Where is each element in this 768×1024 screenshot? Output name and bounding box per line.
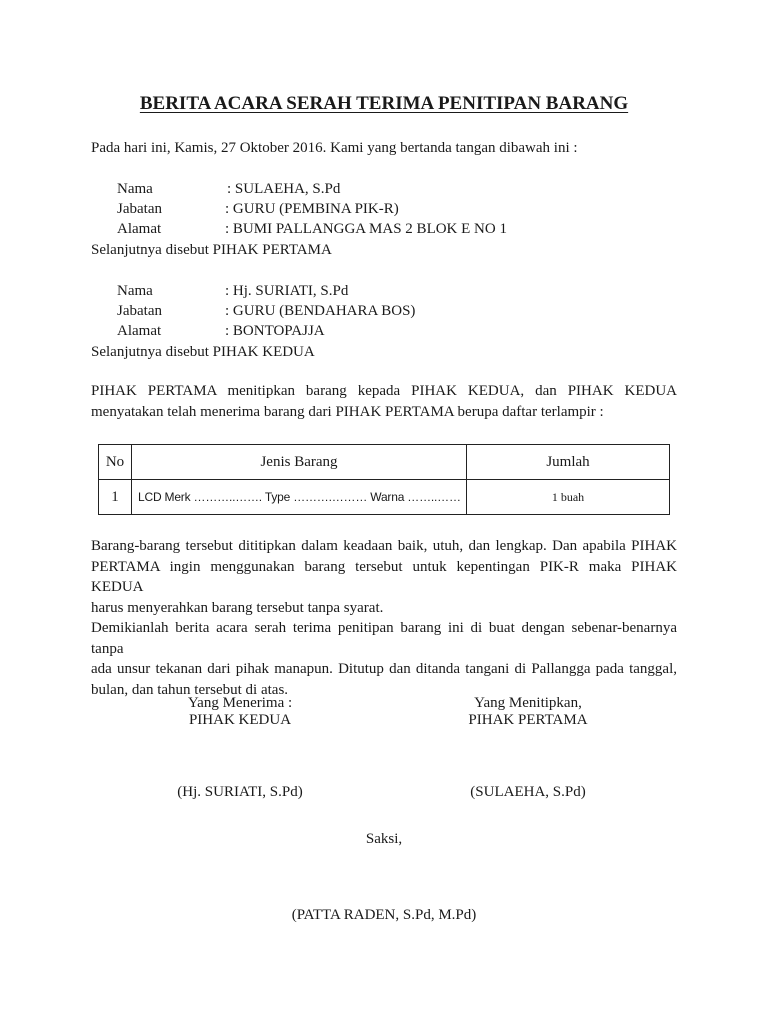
- closing-line-2: ada unsur tekanan dari pihak manapun. Ditutup dan ditanda tangani di Pallangga pada tanggal,: [91, 661, 677, 677]
- party2-alamat-value: : BONTOPAJJA: [225, 323, 325, 339]
- right-signature-party: PIHAK PERTAMA: [468, 712, 588, 728]
- right-signature-name: (SULAEHA, S.Pd): [470, 784, 586, 800]
- witness-label: Saksi,: [365, 831, 403, 847]
- conditions-line-3: harus menyerahkan barang tersebut tanpa syarat.: [91, 599, 384, 616]
- row-no: 1: [99, 480, 132, 515]
- party1-designation: Selanjutnya disebut PIHAK PERTAMA: [91, 242, 332, 258]
- closing-paragraph: [91, 618, 677, 700]
- header-jumlah: Jumlah: [467, 445, 670, 480]
- party2-nama-label: Nama: [117, 283, 153, 299]
- party1-jabatan-value: : GURU (PEMBINA PIK-R): [225, 201, 399, 217]
- left-signature-role: Yang Menerima :: [187, 695, 293, 711]
- witness-name: (PATTA RADEN, S.Pd, M.Pd): [291, 907, 477, 923]
- conditions-line-1: Barang-barang tersebut dititipkan dalam keadaan baik, utuh, dan lengkap. Dan apabila PIHAK: [91, 538, 677, 554]
- conditions-line-2: PERTAMA ingin menggunakan barang tersebut untuk kepentingan PIK-R maka PIHAK KEDUA: [91, 558, 677, 595]
- party1-alamat-label: Alamat: [117, 221, 162, 237]
- conditions-paragraph: [91, 536, 677, 618]
- party2-designation: Selanjutnya disebut PIHAK KEDUA: [91, 344, 315, 360]
- header-jenis-barang: Jenis Barang: [132, 445, 467, 480]
- party2-jabatan-label: Jabatan: [117, 303, 162, 319]
- left-signature-party: PIHAK KEDUA: [188, 712, 292, 728]
- left-signature-name: (Hj. SURIATI, S.Pd): [177, 784, 303, 800]
- statement-paragraph: [91, 381, 677, 422]
- header-no: No: [99, 445, 132, 480]
- table-row: [99, 480, 670, 515]
- party1-jabatan-label: Jabatan: [117, 201, 162, 217]
- closing-line-3: bulan, dan tahun tersebut di atas.: [91, 681, 289, 698]
- statement-line-2: menyatakan telah menerima barang dari PIHAK PERTAMA berupa daftar terlampir :: [91, 403, 604, 420]
- right-signature-role: Yang Menitipkan,: [474, 695, 582, 711]
- party2-jabatan-value: : GURU (BENDAHARA BOS): [225, 303, 416, 319]
- party1-nama-value: : SULAEHA, S.Pd: [227, 181, 341, 197]
- table-header-row: [99, 445, 670, 480]
- items-table: [98, 444, 670, 515]
- party2-alamat-label: Alamat: [117, 323, 162, 339]
- row-jenis-barang: LCD Merk ………..……. Type ……….……… Warna ……..……: [132, 480, 467, 515]
- party1-nama-label: Nama: [117, 181, 153, 197]
- document-title: BERITA ACARA SERAH TERIMA PENITIPAN BARANG: [139, 93, 629, 114]
- row-jumlah: 1 buah: [467, 480, 670, 515]
- closing-line-1: Demikianlah berita acara serah terima penitipan barang ini di buat dengan sebenar-benarnya tanpa: [91, 620, 677, 657]
- statement-line-1: PIHAK PERTAMA menitipkan barang kepada PIHAK KEDUA, dan PIHAK KEDUA: [91, 383, 677, 399]
- party2-nama-value: : Hj. SURIATI, S.Pd: [225, 283, 349, 299]
- party1-alamat-value: : BUMI PALLANGGA MAS 2 BLOK E NO 1: [225, 221, 507, 237]
- intro-text: Pada hari ini, Kamis, 27 Oktober 2016. Kami yang bertanda tangan dibawah ini :: [91, 140, 578, 156]
